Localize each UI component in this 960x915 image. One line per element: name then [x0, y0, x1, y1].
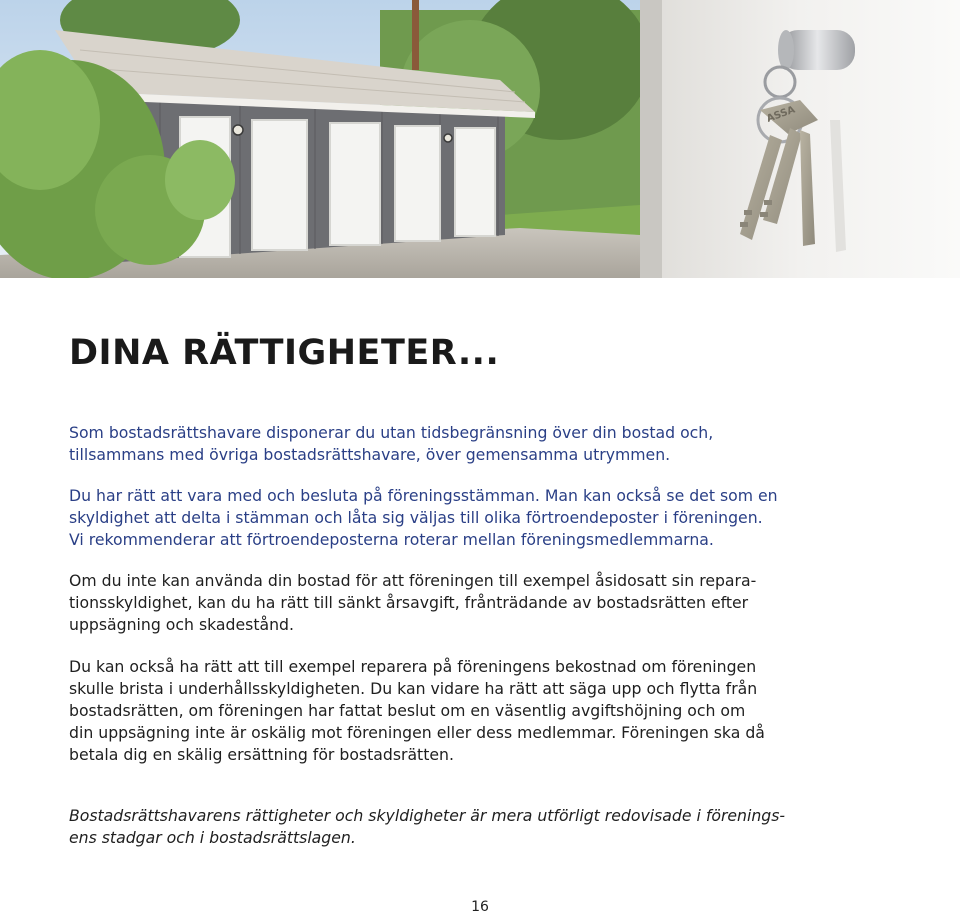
paragraph-meeting [69, 485, 899, 551]
paragraph-ownership [69, 422, 899, 466]
paragraph-line: Om du inte kan använda din bostad för att föreningen till exempel åsidosatt sin repara- [69, 571, 757, 590]
paragraph-line: Som bostadsrättshavare disponerar du utan tidsbegränsning över din bostad och, [69, 423, 714, 442]
page-title: DINA RÄTTIGHETER... [69, 333, 500, 373]
garage-photo [0, 0, 640, 278]
paragraph-line: betala dig en skälig ersättning för bostadsrätten. [69, 745, 454, 764]
paragraph-line: din uppsägning inte är oskälig mot föreningen eller dess medlemmar. Föreningen ska då [69, 723, 765, 742]
paragraph-line: Vi rekommenderar att förtroendeposterna roterar mellan föreningsmedlemmarna. [69, 530, 714, 549]
paragraph-line: Du kan också ha rätt att till exempel reparera på föreningens bekostnad om föreningen [69, 657, 757, 676]
paragraph-line: uppsägning och skadestånd. [69, 615, 294, 634]
keys-photo [640, 0, 960, 278]
paragraph-line: bostadsrätten, om föreningen har fattat beslut om en väsentlig avgiftshöjning och om [69, 701, 746, 720]
paragraph-repair-rights [69, 656, 899, 766]
paragraph-line: tionsskyldighet, kan du ha rätt till sänkt årsavgift, frånträdande av bostadsrätten efter [69, 593, 749, 612]
paragraph-line: skyldighet att delta i stämman och låta sig väljas till olika förtroendeposter i föreningen. [69, 508, 763, 527]
paragraph-statutes-note [69, 805, 899, 849]
paragraph-line: ens stadgar och i bostadsrättslagen. [69, 828, 356, 847]
paragraph-line: tillsammans med övriga bostadsrättshavare, över gemensamma utrymmen. [69, 445, 671, 464]
paragraph-line: skulle brista i underhållsskyldigheten. Du kan vidare ha rätt att säga upp och flytta från [69, 679, 758, 698]
page-number: 16 [471, 899, 489, 915]
paragraph-line: Bostadsrättshavarens rättigheter och skyldigheter är mera utförligt redovisade i förenings- [69, 806, 786, 825]
photo-strip [0, 0, 960, 278]
paragraph-line: Du har rätt att vara med och besluta på föreningsstämman. Man kan också se det som en [69, 486, 778, 505]
key-brand-mark: ASSA [765, 104, 797, 125]
paragraph-fee-reduction [69, 570, 899, 636]
